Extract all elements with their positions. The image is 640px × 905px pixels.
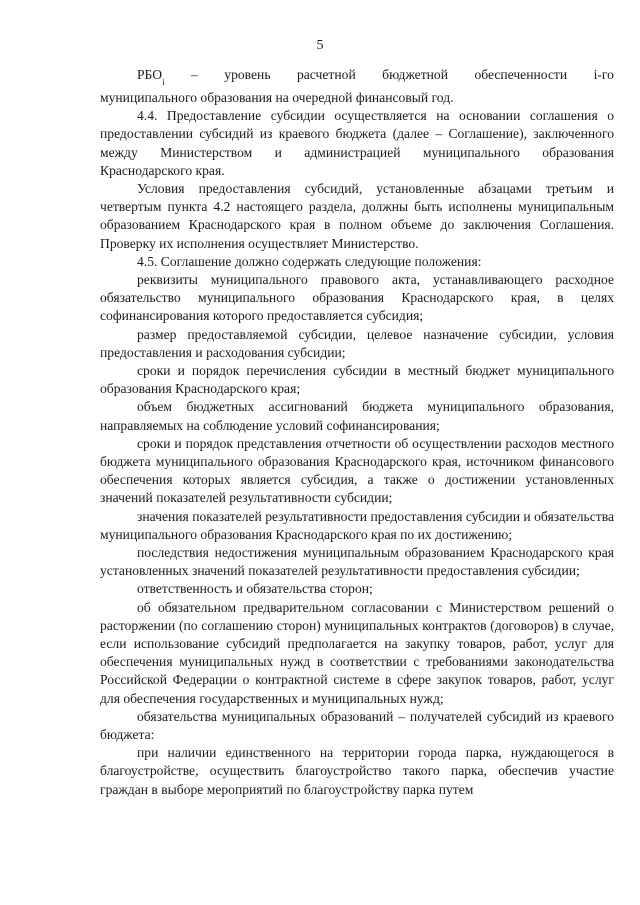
paragraph: значения показателей результативности предоставления субсидии и обязательства муниципального образования Краснодарского края по их достижению; xyxy=(100,508,614,542)
word: бюджетной xyxy=(382,67,448,82)
paragraph: Условия предоставления субсидий, установленные абзацами третьим и четвертым пункта 4.2 настоящего раздела, должны быть исполнены муниципальным образованием Краснодарского края в полном объеме до заключения Соглашения. Проверку их исполнения осуществляет Министерство. xyxy=(100,180,614,251)
word: уровень xyxy=(224,67,271,82)
paragraph: обязательства муниципальных образований – получателей субсидий из краевого бюджета: xyxy=(100,708,614,743)
paragraph: последствия недостижения муниципальным образованием Краснодарского края установленных значений показателей результативности предоставления субсидии; xyxy=(100,545,614,579)
paragraph: сроки и порядок представления отчетности об осуществлении расходов местного бюджета муниципального образования Краснодарского края, источником финансового обеспечения которых является субсидия, а также о достижении установленных значений показателей результативности субсидии; xyxy=(100,435,614,506)
word: i-го xyxy=(593,67,614,82)
paragraph: 4.5. Соглашение должно содержать следующие положения: xyxy=(137,253,482,269)
page-number: 5 xyxy=(316,38,324,53)
paragraph: об обязательном предварительном согласовании с Министерством решений о расторжении (по соглашению сторон) муниципальных контрактов (договоров) в случае, если использование субсидий предполагается на закупку товаров, работ, услуг для обеспечения муниципальных нужд в соответствии с требованиями законодательства Российской Федерации о контрактной системе в сфере закупок товаров, работ, услуг для обеспечения государственных и муниципальных нужд; xyxy=(100,599,614,706)
paragraph: объем бюджетных ассигнований бюджета муниципального образования, направляемых на соблюдение условий софинансирования; xyxy=(100,399,614,433)
word: обеспеченности xyxy=(474,67,568,82)
paragraph: ответственность и обязательства сторон; xyxy=(137,581,373,597)
paragraph: сроки и порядок перечисления субсидии в местный бюджет муниципального образования Краснодарского края; xyxy=(100,362,614,397)
paragraph: муниципального образования на очередной финансовый год. xyxy=(100,89,454,105)
word: расчетной xyxy=(296,67,356,82)
formula-symbol: $РБО_i$ xyxy=(137,67,165,87)
paragraph: при наличии единственного на территории города парка, нуждающегося в благоустройстве, осуществить благоустройство такого парка, обеспечив участие граждан в выборе мероприятий по благоустройству парка путем xyxy=(100,745,614,797)
dash: – xyxy=(191,67,198,82)
document-body xyxy=(100,58,614,799)
paragraph: реквизиты муниципального правового акта, устанавливающего расходное обязательство муниципального образования Краснодарского края, в целях софинансирования которого предоставляется субсидия; xyxy=(100,271,614,324)
paragraph: размер предоставляемой субсидии, целевое назначение субсидии, условия предоставления и расходования субсидии; xyxy=(100,326,614,360)
formula-definition-line xyxy=(100,66,614,89)
paragraph: 4.4. Предоставление субсидии осуществляется на основании соглашения о предоставлении субсидий из краевого бюджета (далее – Соглашение), заключенного между Министерством и администрацией муниципального образования Краснодарского края. xyxy=(100,108,614,178)
